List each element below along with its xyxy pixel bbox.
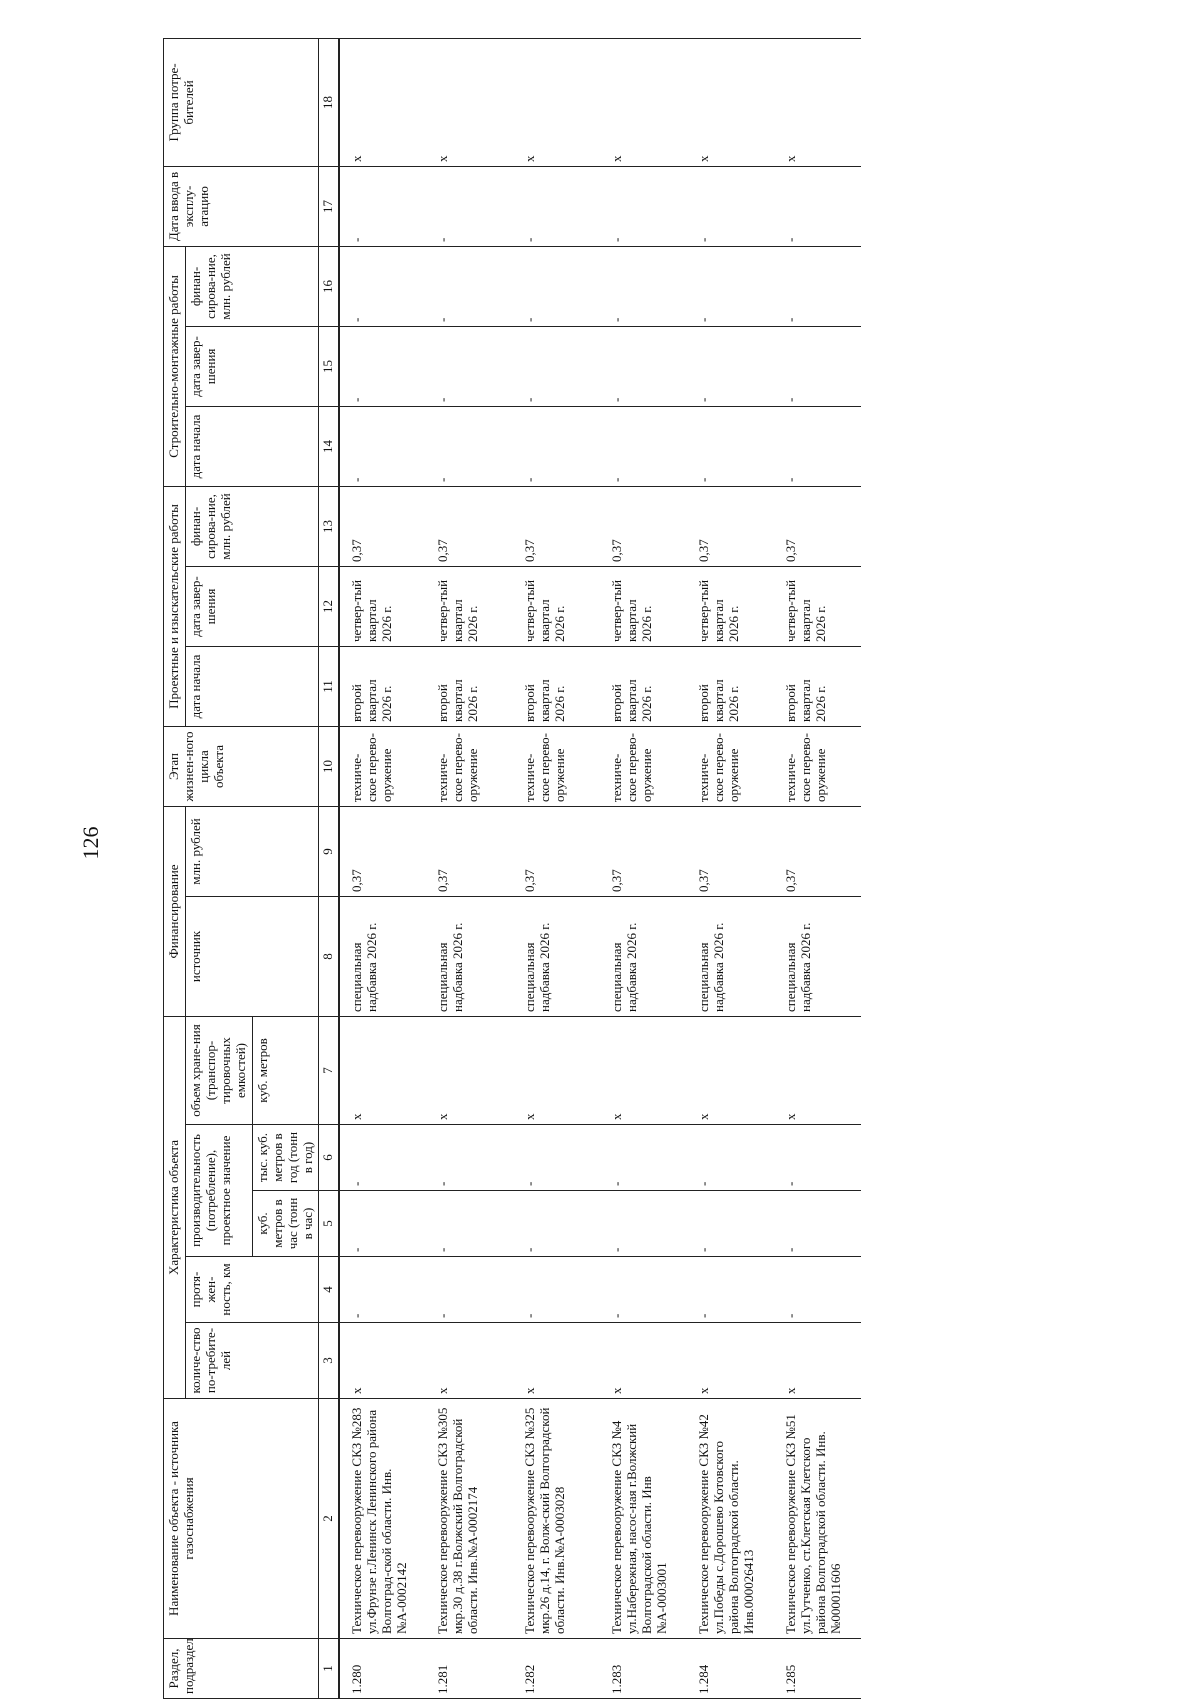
column-number: 4 — [319, 1257, 339, 1323]
header-commission: Дата ввода в эксплу-атацию — [164, 166, 319, 246]
cell-construction-end: - — [687, 326, 774, 406]
cell-design-fin: 0,37 — [513, 486, 600, 566]
cell-length: - — [600, 1257, 687, 1323]
cell-source: специальная надбавка 2026 г. — [774, 896, 861, 1016]
cell-stage: техниче-ское перево-оружение — [600, 726, 687, 806]
cell-consumers: х — [600, 1323, 687, 1399]
cell-design-end: четвер-тый квартал 2026 г. — [774, 566, 861, 646]
column-number: 12 — [319, 566, 339, 646]
cell-object-name: Техническое перевооружение СКЗ №325 мкр.26 д.14, г. Волж-ский Волгоградской области. Инв.№А-0003028 — [513, 1399, 600, 1639]
header-design-fin: финан-сирова-ние, млн. рублей — [185, 486, 319, 566]
cell-construction-start: - — [339, 406, 426, 486]
column-number: 14 — [319, 406, 339, 486]
header-source: источник — [185, 896, 319, 1016]
cell-construction-start: - — [687, 406, 774, 486]
cell-section: 1.283 — [600, 1639, 687, 1699]
cell-construction-end: - — [600, 326, 687, 406]
cell-prod-year: - — [600, 1125, 687, 1191]
cell-prod-hour: - — [513, 1191, 600, 1257]
cell-design-start: второй квартал 2026 г. — [774, 646, 861, 726]
header-group: Группа потре-бителей — [164, 38, 319, 166]
cell-design-end: четвер-тый квартал 2026 г. — [687, 566, 774, 646]
table-row — [774, 38, 861, 1698]
cell-stage: техниче-ское перево-оружение — [339, 726, 426, 806]
header-mln: млн. рублей — [185, 806, 319, 896]
column-number: 11 — [319, 646, 339, 726]
column-number: 9 — [319, 806, 339, 896]
cell-consumer-group: х — [600, 38, 687, 166]
cell-consumer-group: х — [339, 38, 426, 166]
cell-length: - — [774, 1257, 861, 1323]
cell-stage: техниче-ское перево-оружение — [513, 726, 600, 806]
cell-prod-year: - — [687, 1125, 774, 1191]
cell-source: специальная надбавка 2026 г. — [339, 896, 426, 1016]
cell-prod-hour: - — [600, 1191, 687, 1257]
cell-length: - — [426, 1257, 513, 1323]
cell-construction-start: - — [774, 406, 861, 486]
cell-length: - — [687, 1257, 774, 1323]
cell-prod-year: - — [513, 1125, 600, 1191]
cell-consumers: х — [774, 1323, 861, 1399]
cell-storage: х — [600, 1016, 687, 1124]
cell-design-fin: 0,37 — [600, 486, 687, 566]
cell-storage: х — [426, 1016, 513, 1124]
cell-commission-date: - — [600, 166, 687, 246]
gas-supply-table — [163, 38, 861, 1699]
cell-section: 1.280 — [339, 1639, 426, 1699]
cell-section: 1.281 — [426, 1639, 513, 1699]
table-row — [600, 38, 687, 1698]
cell-prod-year: - — [774, 1125, 861, 1191]
header-section: Раздел, подраздел — [164, 1639, 319, 1699]
cell-financing-mln: 0,37 — [513, 806, 600, 896]
cell-object-name: Техническое перевооружение СКЗ №51 ул.Гутченко, ст.Клетская Клетского района Волгоградской области. Инв.№000011606 — [774, 1399, 861, 1639]
cell-design-end: четвер-тый квартал 2026 г. — [513, 566, 600, 646]
column-number: 7 — [319, 1016, 339, 1124]
cell-commission-date: - — [339, 166, 426, 246]
cell-stage: техниче-ское перево-оружение — [774, 726, 861, 806]
cell-object-name: Техническое перевооружение СКЗ №283 ул.Фрунзе г.Ленинск Ленинского района Волгоград-ской области. Инв.№А-0002142 — [339, 1399, 426, 1639]
cell-design-start: второй квартал 2026 г. — [600, 646, 687, 726]
cell-design-start: второй квартал 2026 г. — [339, 646, 426, 726]
cell-prod-year: - — [426, 1125, 513, 1191]
column-number: 10 — [319, 726, 339, 806]
column-number-row — [319, 38, 339, 1698]
header-prod-hour: куб. метров в час (тонн в час) — [252, 1191, 319, 1257]
table-row — [513, 38, 600, 1698]
cell-design-end: четвер-тый квартал 2026 г. — [426, 566, 513, 646]
cell-financing-mln: 0,37 — [600, 806, 687, 896]
cell-consumer-group: х — [426, 38, 513, 166]
cell-construction-fin: - — [513, 246, 600, 326]
cell-prod-year: - — [339, 1125, 426, 1191]
header-storage: объем хране-ния (транспор-тировочных емкостей) — [185, 1016, 252, 1124]
header-construction-start: дата начала — [185, 406, 319, 486]
cell-source: специальная надбавка 2026 г. — [600, 896, 687, 1016]
cell-object-name: Техническое перевооружение СКЗ №4 ул.Набережная, насос-ная г.Волжский Волгоградской области. Инв №А-0003001 — [600, 1399, 687, 1639]
header-characteristic: Характеристика объекта — [164, 1016, 186, 1398]
cell-object-name: Техническое перевооружение СКЗ №305 мкр.30 д.38 г.Волжский Волгоградской области. Инв.№А-0002174 — [426, 1399, 513, 1639]
cell-design-start: второй квартал 2026 г. — [687, 646, 774, 726]
header-construction-fin: финан-сирова-ние, млн. рублей — [185, 246, 319, 326]
column-number: 16 — [319, 246, 339, 326]
header-design-start: дата начала — [185, 646, 319, 726]
cell-storage: х — [513, 1016, 600, 1124]
header-design: Проектные и изыскательские работы — [164, 486, 186, 726]
table-body — [339, 38, 861, 1698]
cell-source: специальная надбавка 2026 г. — [687, 896, 774, 1016]
cell-construction-fin: - — [774, 246, 861, 326]
rotated-sheet — [163, 39, 1175, 1699]
header-financing: Финансирование — [164, 806, 186, 1016]
cell-consumers: х — [513, 1323, 600, 1399]
cell-commission-date: - — [687, 166, 774, 246]
cell-section: 1.285 — [774, 1639, 861, 1699]
cell-consumer-group: х — [774, 38, 861, 166]
cell-design-start: второй квартал 2026 г. — [426, 646, 513, 726]
cell-prod-hour: - — [339, 1191, 426, 1257]
cell-design-fin: 0,37 — [426, 486, 513, 566]
cell-construction-start: - — [600, 406, 687, 486]
header-consumers-count: количе-ство по-требите-лей — [185, 1323, 319, 1399]
cell-construction-fin: - — [687, 246, 774, 326]
table-row — [426, 38, 513, 1698]
header-productivity: производительность (потребление), проектное значение — [185, 1125, 252, 1257]
cell-construction-start: - — [513, 406, 600, 486]
cell-object-name: Техническое перевооружение СКЗ №42 ул.Победы с.Дорошево Котовского района Волгоградской области. Инв.000026413 — [687, 1399, 774, 1639]
column-number: 6 — [319, 1125, 339, 1191]
cell-financing-mln: 0,37 — [426, 806, 513, 896]
cell-stage: техниче-ское перево-оружение — [426, 726, 513, 806]
cell-length: - — [339, 1257, 426, 1323]
table-row — [339, 38, 426, 1698]
column-number: 18 — [319, 38, 339, 166]
cell-stage: техниче-ское перево-оружение — [687, 726, 774, 806]
cell-construction-fin: - — [600, 246, 687, 326]
column-number: 17 — [319, 166, 339, 246]
cell-commission-date: - — [774, 166, 861, 246]
cell-consumer-group: х — [687, 38, 774, 166]
table-row — [687, 38, 774, 1698]
cell-storage: х — [339, 1016, 426, 1124]
cell-storage: х — [774, 1016, 861, 1124]
column-number: 1 — [319, 1639, 339, 1699]
cell-prod-hour: - — [426, 1191, 513, 1257]
header-construction: Строительно-монтажные работы — [164, 246, 186, 486]
cell-construction-fin: - — [339, 246, 426, 326]
cell-storage: х — [687, 1016, 774, 1124]
cell-design-start: второй квартал 2026 г. — [513, 646, 600, 726]
cell-construction-fin: - — [426, 246, 513, 326]
table-header — [164, 38, 340, 1698]
column-number: 5 — [319, 1191, 339, 1257]
cell-construction-end: - — [339, 326, 426, 406]
cell-source: специальная надбавка 2026 г. — [426, 896, 513, 1016]
cell-source: специальная надбавка 2026 г. — [513, 896, 600, 1016]
header-construction-end: дата завер-шения — [185, 326, 319, 406]
header-storage-unit: куб. метров — [252, 1016, 319, 1124]
cell-section: 1.282 — [513, 1639, 600, 1699]
cell-length: - — [513, 1257, 600, 1323]
cell-commission-date: - — [426, 166, 513, 246]
column-number: 3 — [319, 1323, 339, 1399]
column-number: 2 — [319, 1399, 339, 1639]
header-design-end: дата завер-шения — [185, 566, 319, 646]
cell-consumers: х — [687, 1323, 774, 1399]
cell-construction-start: - — [426, 406, 513, 486]
header-name: Наименование объекта - источника газоснабжения — [164, 1399, 319, 1639]
cell-financing-mln: 0,37 — [687, 806, 774, 896]
cell-consumers: х — [426, 1323, 513, 1399]
header-prod-year: тыс. куб. метров в год (тонн в год) — [252, 1125, 319, 1191]
cell-commission-date: - — [513, 166, 600, 246]
cell-financing-mln: 0,37 — [774, 806, 861, 896]
cell-design-fin: 0,37 — [774, 486, 861, 566]
cell-prod-hour: - — [687, 1191, 774, 1257]
column-number: 13 — [319, 486, 339, 566]
cell-financing-mln: 0,37 — [339, 806, 426, 896]
page-number: 126 — [78, 826, 103, 860]
column-number: 8 — [319, 896, 339, 1016]
column-number: 15 — [319, 326, 339, 406]
cell-design-end: четвер-тый квартал 2026 г. — [600, 566, 687, 646]
cell-construction-end: - — [426, 326, 513, 406]
cell-prod-hour: - — [774, 1191, 861, 1257]
cell-consumer-group: х — [513, 38, 600, 166]
cell-consumers: х — [339, 1323, 426, 1399]
cell-construction-end: - — [774, 326, 861, 406]
cell-section: 1.284 — [687, 1639, 774, 1699]
cell-construction-end: - — [513, 326, 600, 406]
cell-design-end: четвер-тый квартал 2026 г. — [339, 566, 426, 646]
header-stage: Этап жизнен-ного цикла объекта — [164, 726, 319, 806]
cell-design-fin: 0,37 — [687, 486, 774, 566]
cell-design-fin: 0,37 — [339, 486, 426, 566]
header-length: протя-жен-ность, км — [185, 1257, 319, 1323]
